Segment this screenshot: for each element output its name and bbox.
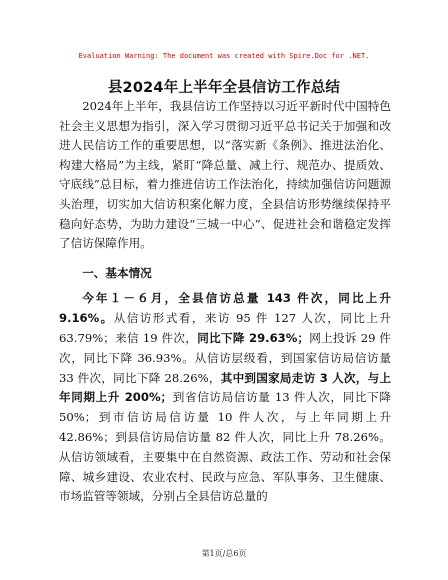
intro-paragraph: 2024年上半年，我县信访工作坚持以习近平新时代中国特色社会主义思想为指引，深入学习贯彻习近平总书记关于加强和改进人民信访工作的重要思想，以“落实新《条例》、推进法治化、构建大格局”为主线，紧盯“降总量、减上行、规范办、提质效、守底线”总目标，着力推进信访工作法治化，持续加强信访问题源头治理，切实加大信访积案化解力度，全县信访形势继续保持平稳向好态势，为助力建设“三城一中心”、促进社会和谐稳定发挥了信访保障作用。 <box>59 99 391 251</box>
section-heading-basic-situation: 一、基本情况 <box>82 265 152 280</box>
evaluation-warning: Evaluation Warning: The document was created with Spire.Doc for .NET. <box>78 52 370 60</box>
stats-sentence-form: 从信访形式看，来访 95 件 127 人次，同比上升 63.79%；来信 19 件次， <box>59 311 391 345</box>
stats-sentence-province: 到省信访局信访量 13 件人次， <box>172 390 343 405</box>
stats-sentence-county: 到县信访局信访量 82 件人次，同比上升 78.26%。 <box>114 429 391 444</box>
stats-sentence-total: 今年１－６月，全县信访总量 143 件次，同比上升 9.16%。 <box>59 291 391 326</box>
stats-paragraph <box>59 289 391 507</box>
stats-sentence-city: 同比下降 50%；到市信访局信访量 10 件人次，与上年同期上升 42.86%； <box>59 390 391 444</box>
stats-sentence-online: 网上投诉 29 件次，同比下降 36.93%。 <box>59 330 392 365</box>
document-body <box>59 97 391 507</box>
stats-sentence-fields: 从信访领域看，主要集中在自然资源、政法工作、劳动和社会保障、城乡建设、农业农村、民政与应急、军队事务、卫生健康、市场监管等领域，分别占全县信访总量的 <box>59 449 391 504</box>
stats-sentence-level: 从信访层级看，到国家信访局信访量 33 件次，同比下降 28.26%， <box>59 350 391 385</box>
stats-sentence-letters: 同比下降 29.63%； <box>197 330 309 345</box>
stats-sentence-national-visits: 其中到国家局走访 3 人次，与上年同期上升 200%； <box>59 370 391 405</box>
page-footer: 第1页/总6页 <box>201 549 247 558</box>
document-title: 县2024年上半年全县信访工作总结 <box>107 80 341 96</box>
